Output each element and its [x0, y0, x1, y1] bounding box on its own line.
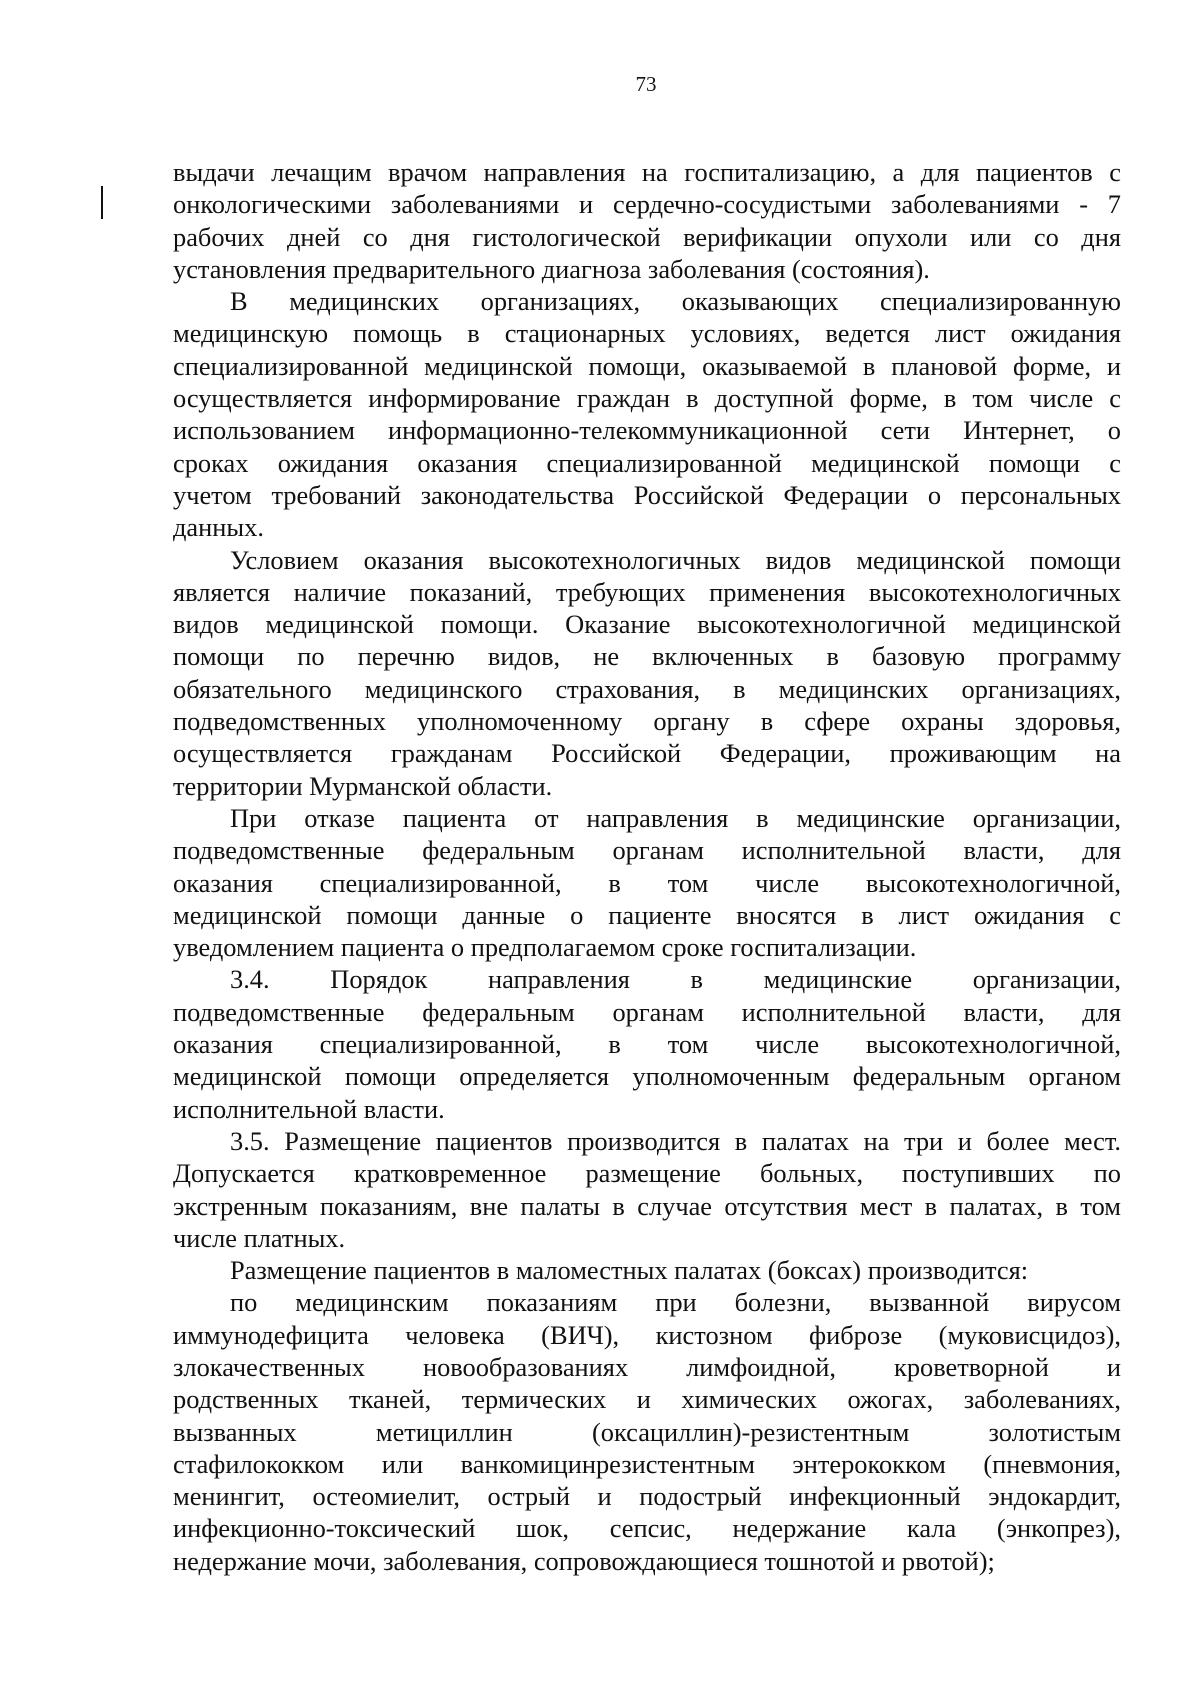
text-line: 3.5. Размещение пациентов производится в палатах на три и более мест.: [230, 1125, 1121, 1156]
revision-bar: [101, 186, 103, 219]
text-line: медицинскую помощь в стационарных условиях, ведется лист ожидания: [173, 318, 1121, 349]
text-line: медицинской помощи данные о пациенте вносятся в лист ожидания с: [173, 899, 1121, 930]
text-line: подведомственных уполномоченному органу в сфере охраны здоровья,: [173, 706, 1121, 737]
page-number: 73: [635, 72, 657, 96]
document-body: [173, 156, 1121, 1577]
text-line: недержание мочи, заболевания, сопровождающиеся тошнотой и рвотой);: [173, 1545, 995, 1576]
text-line: подведомственные федеральным органам исполнительной власти, для: [173, 996, 1121, 1027]
text-line: территории Мурманской области.: [173, 770, 553, 801]
paragraph: [173, 802, 1121, 963]
text-line: помощи по перечню видов, не включенных в базовую программу: [173, 641, 1121, 672]
text-line: В медицинских организациях, оказывающих специализированную: [230, 286, 1121, 317]
text-line: иммунодефицита человека (ВИЧ), кистозном фиброзе (муковисцидоз),: [173, 1319, 1121, 1350]
paragraph: [173, 1286, 1121, 1577]
text-line: обязательного медицинского страхования, в медицинских организациях,: [173, 673, 1121, 704]
text-line: является наличие показаний, требующих применения высокотехнологичных: [173, 576, 1121, 607]
text-line: осуществляется информирование граждан в доступной форме, в том числе с: [173, 383, 1121, 414]
paragraph: [173, 1125, 1121, 1254]
paragraph: [173, 963, 1121, 1124]
paragraph: [173, 544, 1121, 802]
text-line: экстренным показаниям, вне палаты в случае отсутствия мест в палатах, в том: [173, 1190, 1121, 1221]
text-line: При отказе пациента от направления в медицинские организации,: [230, 802, 1121, 833]
text-line: стафилококком или ванкомицинрезистентным энтерококком (пневмония,: [173, 1448, 1121, 1479]
text-line: родственных тканей, термических и химических ожогах, заболеваниях,: [173, 1384, 1121, 1415]
text-line: уведомлением пациента о предполагаемом сроке госпитализации.: [173, 932, 917, 963]
text-line: видов медицинской помощи. Оказание высокотехнологичной медицинской: [173, 609, 1121, 640]
text-line: сроках ожидания оказания специализированной медицинской помощи с: [173, 447, 1121, 478]
paragraph: [173, 156, 1121, 285]
text-line: выдачи лечащим врачом направления на госпитализацию, а для пациентов с: [173, 157, 1121, 187]
text-line: рабочих дней со дня гистологической верификации опухоли или со дня: [173, 221, 1121, 252]
text-line: менингит, остеомиелит, острый и подострый инфекционный эндокардит,: [173, 1481, 1121, 1512]
paragraph: [173, 1254, 1121, 1286]
text-line: специализированной медицинской помощи, оказываемой в плановой форме, и: [173, 350, 1121, 381]
text-line: оказания специализированной, в том числе высокотехнологичной,: [173, 867, 1121, 898]
text-line: по медицинским показаниям при болезни, вызванной вирусом: [230, 1287, 1121, 1318]
text-line: исполнительной власти.: [173, 1093, 445, 1124]
text-line: медицинской помощи определяется уполномоченным федеральным органом: [173, 1061, 1121, 1092]
text-line: вызванных метициллин (оксациллин)-резистентным золотистым: [173, 1416, 1121, 1447]
text-line: Допускается кратковременное размещение больных, поступивших по: [173, 1158, 1121, 1189]
text-line: инфекционно-токсический шок, сепсис, недержание кала (энкопрез),: [173, 1513, 1121, 1544]
text-line: подведомственные федеральным органам исполнительной власти, для: [173, 835, 1121, 866]
text-line: установления предварительного диагноза заболевания (состояния).: [173, 253, 930, 284]
text-line: числе платных.: [173, 1222, 346, 1253]
text-line: Условием оказания высокотехнологичных видов медицинской помощи: [230, 544, 1121, 575]
text-line: данных.: [173, 512, 264, 543]
text-line: использованием информационно-телекоммуникационной сети Интернет, о: [173, 415, 1121, 446]
text-line: злокачественных новообразованиях лимфоидной, кроветворной и: [173, 1351, 1121, 1382]
text-line: 3.4. Порядок направления в медицинские организации,: [230, 964, 1121, 995]
paragraph: [173, 285, 1121, 543]
text-line: оказания специализированной, в том числе высокотехнологичной,: [173, 1029, 1121, 1060]
text-line: осуществляется гражданам Российской Федерации, проживающим на: [173, 738, 1121, 769]
text-line: онкологическими заболеваниями и сердечно-сосудистыми заболеваниями - 7: [173, 189, 1121, 220]
text-line: Размещение пациентов в маломестных палатах (боксах) производится:: [230, 1255, 1029, 1286]
text-line: учетом требований законодательства Российской Федерации о персональных: [173, 479, 1121, 510]
